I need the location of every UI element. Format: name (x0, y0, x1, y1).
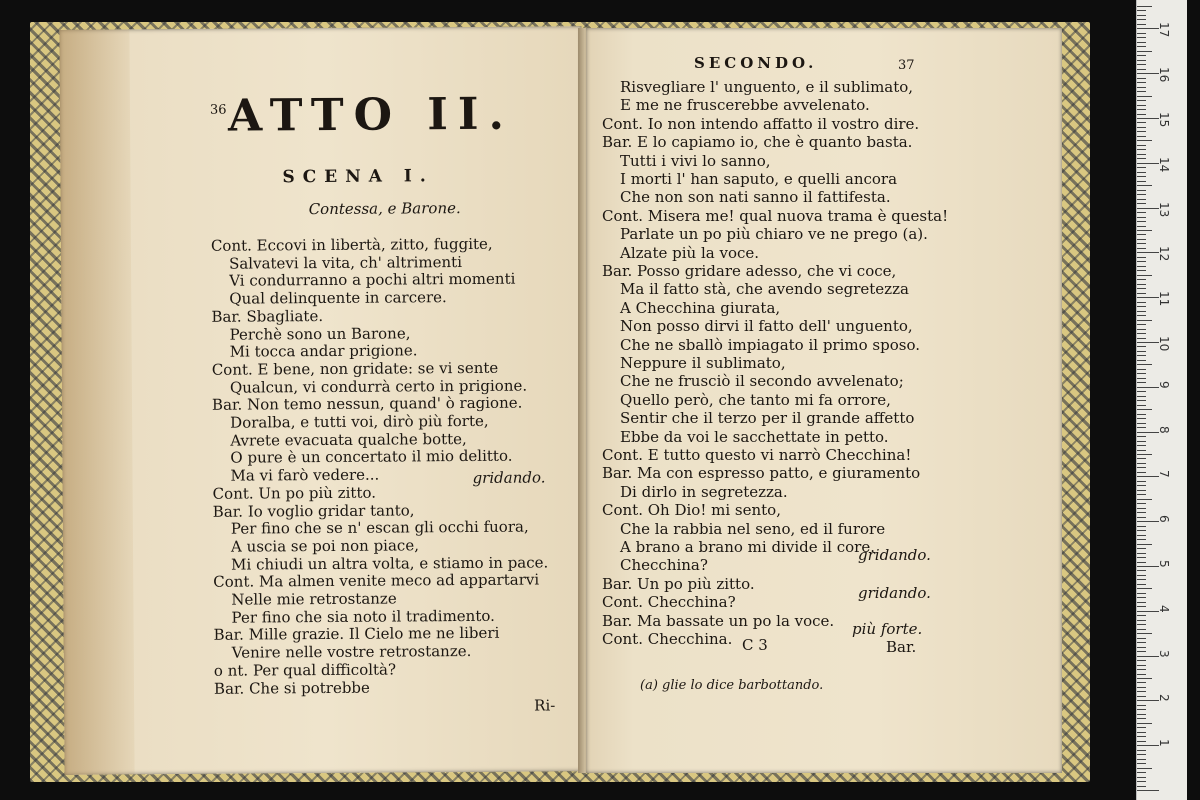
ruler-tick (1137, 553, 1146, 554)
left-line: Mi chiudi un altra volta, e stiamo in pace. (231, 553, 549, 574)
left-line: Cont. E bene, non gridate: se vi sente (211, 358, 499, 379)
ruler-tick (1137, 136, 1146, 137)
act-title: ATTO II. (227, 88, 514, 142)
ruler-tick (1137, 6, 1152, 7)
left-line: Cont. Eccovi in libertà, zitto, fuggite, (210, 234, 493, 255)
ruler-tick (1137, 414, 1146, 415)
ruler-tick (1137, 615, 1146, 616)
ruler-tick (1137, 167, 1146, 168)
ruler-tick (1137, 355, 1146, 356)
page-number-right: 37 (898, 58, 915, 73)
ruler-tick (1137, 297, 1159, 298)
ruler-tick (1137, 714, 1146, 715)
right-line: Di dirlo in segretezza. (620, 482, 788, 501)
ruler-tick (1137, 772, 1146, 773)
ruler-tick (1137, 745, 1159, 746)
ruler-tick (1137, 96, 1152, 97)
ruler-tick (1137, 521, 1159, 522)
catchword-right: Bar. (886, 638, 917, 656)
ruler-tick (1137, 221, 1146, 222)
ruler-tick (1137, 467, 1146, 468)
ruler-number: 17 (1157, 22, 1171, 38)
ruler-tick (1137, 763, 1146, 764)
ruler-tick (1137, 378, 1146, 379)
ruler-tick (1137, 270, 1146, 271)
ruler-tick (1137, 588, 1152, 589)
left-line: Bar. Sbagliate. (211, 306, 324, 326)
running-head: SECONDO. (694, 54, 818, 72)
ruler-tick (1137, 611, 1159, 612)
right-line: Parlate un po più chiaro ve ne prego (a). (620, 225, 928, 244)
ruler-tick (1137, 709, 1146, 710)
ruler-tick (1137, 91, 1146, 92)
left-page (59, 26, 586, 775)
ruler-tick (1137, 700, 1159, 701)
ruler-tick (1137, 786, 1146, 787)
ruler-tick (1137, 499, 1152, 500)
ruler-tick (1137, 275, 1152, 276)
ruler-tick (1137, 194, 1146, 195)
ruler-tick (1137, 315, 1146, 316)
ruler-tick (1137, 530, 1146, 531)
ruler-number: 5 (1157, 560, 1171, 568)
ruler-tick (1137, 329, 1146, 330)
right-line: Alzate più la voce. (620, 243, 760, 262)
right-line: Cont. Misera me! qual nuova trama è questa! (602, 206, 949, 225)
left-line: Mi tocca andar prigione. (229, 341, 418, 361)
ruler-tick (1137, 638, 1146, 639)
ruler-tick (1137, 593, 1146, 594)
left-line: Nelle mie retrostanze (231, 589, 397, 609)
right-line: Bar. Un po più zitto. (602, 574, 755, 593)
ruler-number: 15 (1157, 112, 1171, 128)
ruler-tick (1137, 512, 1146, 513)
ruler-tick (1137, 602, 1146, 603)
ruler-tick (1137, 727, 1146, 728)
ruler-number: 10 (1157, 336, 1171, 352)
ruler-tick (1137, 606, 1146, 607)
ruler-tick (1137, 754, 1146, 755)
ruler-tick (1137, 243, 1146, 244)
ruler-tick (1137, 450, 1146, 451)
ruler-tick (1137, 539, 1146, 540)
ruler-tick (1137, 391, 1146, 392)
ruler-tick (1137, 647, 1146, 648)
ruler-tick (1137, 37, 1146, 38)
ruler-tick (1137, 226, 1146, 227)
ruler-tick (1137, 526, 1146, 527)
ruler-tick (1137, 203, 1146, 204)
ruler-tick (1137, 64, 1146, 65)
left-line: Cont. Ma almen venite meco ad appartarvi (213, 570, 540, 592)
ruler-tick (1137, 400, 1146, 401)
ruler-tick (1137, 19, 1146, 20)
ruler-tick (1137, 674, 1146, 675)
ruler-tick (1137, 517, 1146, 518)
ruler-tick (1137, 149, 1146, 150)
ruler-tick (1137, 660, 1146, 661)
left-line: Doralba, e tutti voi, dirò più forte, (230, 411, 489, 432)
ruler-tick (1137, 257, 1146, 258)
ruler-tick (1137, 633, 1152, 634)
left-line: Bar. Mille grazie. Il Cielo me ne liberi (213, 624, 500, 645)
ruler-tick (1137, 82, 1146, 83)
ruler-tick (1137, 458, 1146, 459)
ruler-tick (1137, 454, 1152, 455)
ruler-tick (1137, 234, 1146, 235)
ruler-tick (1137, 199, 1146, 200)
ruler-tick (1137, 396, 1146, 397)
page-stain (59, 29, 134, 774)
ruler-tick (1137, 557, 1146, 558)
ruler-tick (1137, 217, 1146, 218)
ruler-tick (1137, 597, 1146, 598)
left-line: Perchè sono un Barone, (229, 323, 411, 344)
page-number-left: 36 (209, 102, 227, 118)
ruler-tick (1137, 15, 1146, 16)
ruler-tick (1137, 481, 1146, 482)
ruler-tick (1137, 696, 1146, 697)
ruler-tick (1137, 69, 1146, 70)
ruler-tick (1137, 562, 1146, 563)
right-line: Cont. E tutto questo vi narrò Checchina! (602, 446, 912, 464)
ruler-tick (1137, 230, 1152, 231)
ruler-tick (1137, 42, 1146, 43)
ruler-tick (1137, 548, 1146, 549)
ruler-tick (1137, 723, 1152, 724)
ruler-tick (1137, 78, 1146, 79)
right-line: Bar. Ma con espresso patto, e giuramento (602, 464, 921, 483)
ruler-tick (1137, 279, 1146, 280)
ruler-tick (1137, 405, 1146, 406)
ruler-tick (1137, 306, 1146, 307)
ruler-tick (1137, 369, 1146, 370)
ruler-tick (1137, 736, 1146, 737)
ruler-number: 13 (1157, 201, 1171, 217)
right-line: I morti l' han saputo, e quelli ancora (620, 170, 898, 188)
ruler-tick (1137, 373, 1146, 374)
direction-1: gridando. (858, 546, 931, 564)
right-line: Cont. Checchina. (602, 630, 733, 648)
ruler-number: 12 (1157, 246, 1171, 262)
ruler-number: 11 (1157, 291, 1171, 307)
ruler-tick (1137, 777, 1146, 778)
ruler-number: 14 (1157, 156, 1171, 173)
characters-line: Contessa, e Barone. (308, 199, 461, 219)
ruler-tick (1137, 691, 1146, 692)
ruler-tick (1137, 535, 1146, 536)
ruler-tick (1137, 656, 1159, 657)
right-line: Che ne frusciò il secondo avvelenato; (620, 372, 904, 391)
signature-mark: C 3 (742, 636, 768, 654)
right-line: A Checchina giurata, (620, 298, 781, 317)
left-line: Venire nelle vostre retrostanze. (231, 642, 472, 662)
ruler-tick (1137, 311, 1146, 312)
ruler-tick (1137, 436, 1146, 437)
ruler-tick (1137, 732, 1146, 733)
ruler-number: 3 (1157, 649, 1171, 658)
ruler-tick (1137, 342, 1159, 343)
ruler-tick (1137, 122, 1146, 123)
left-line: O pure è un concertato il mio delitto. (230, 447, 513, 468)
ruler-tick (1137, 114, 1146, 115)
ruler-tick (1137, 544, 1152, 545)
right-line: A brano a brano mi divide il core. (620, 538, 875, 556)
left-line: Salvatevi la vita, ch' altrimenti (228, 252, 463, 273)
left-line: Avrete evacuata qualche botte, (230, 429, 467, 450)
ruler-tick (1137, 338, 1146, 339)
right-line: Tutti i vivi lo sanno, (620, 151, 771, 170)
ruler-tick (1137, 360, 1146, 361)
ruler-tick (1137, 51, 1152, 52)
ruler-tick (1137, 172, 1146, 173)
ruler-tick (1137, 109, 1146, 110)
ruler-tick (1137, 261, 1146, 262)
ruler-tick (1137, 750, 1146, 751)
ruler-tick (1137, 669, 1146, 670)
left-line: Per fino che se n' escan gli occhi fuora, (230, 517, 529, 538)
right-line: Bar. Ma bassate un po la voce. (602, 611, 835, 630)
right-line: Bar. Posso gridare adesso, che vi coce, (602, 262, 897, 280)
ruler-tick (1137, 55, 1146, 56)
right-line: Neppure il sublimato, (620, 354, 786, 372)
right-line: Che la rabbia nel seno, ed il furore (620, 519, 886, 538)
ruler-tick (1137, 239, 1146, 240)
left-line: A uscia se poi non piace, (230, 536, 419, 556)
left-line: Ma vi farò vedere... (230, 465, 380, 485)
ruler-tick (1137, 324, 1146, 325)
ruler-tick (1137, 472, 1146, 473)
ruler-tick (1137, 185, 1152, 186)
left-line: Cont. Un po più zitto. (212, 483, 377, 503)
right-line: Che non son nati sanno il fattifesta. (620, 188, 891, 207)
ruler-tick (1137, 127, 1146, 128)
left-line: Qualcun, vi condurrà certo in prigione. (229, 376, 528, 397)
left-line: Per fino che sia noto il tradimento. (231, 606, 495, 627)
ruler-tick (1137, 293, 1146, 294)
ruler-tick (1137, 28, 1159, 29)
ruler-tick (1137, 579, 1146, 580)
right-line: Ebbe da voi le sacchettate in petto. (620, 427, 889, 446)
ruler-tick (1137, 387, 1159, 388)
left-line: Qual delinquente in carcere. (229, 288, 447, 308)
ruler-tick (1137, 10, 1146, 11)
ruler-number: 4 (1157, 604, 1171, 613)
ruler-tick (1137, 333, 1146, 334)
footnote: (a) glie lo dice barbottando. (640, 678, 824, 693)
ruler-tick (1137, 60, 1146, 61)
ruler-tick (1137, 46, 1146, 47)
left-line: o nt. Per qual difficoltà? (213, 660, 397, 680)
ruler-tick (1137, 140, 1152, 141)
right-line: Cont. Oh Dio! mi sento, (602, 501, 781, 520)
ruler-tick (1137, 665, 1146, 666)
right-line: Ma il fatto stà, che avendo segretezza (620, 280, 909, 299)
ruler-number: 16 (1157, 67, 1171, 83)
ruler-tick (1137, 432, 1159, 433)
ruler-tick (1137, 288, 1146, 289)
ruler-tick (1137, 351, 1146, 352)
ruler-tick (1137, 320, 1152, 321)
ruler-number: 2 (1157, 694, 1171, 703)
ruler-tick (1137, 678, 1152, 679)
right-line: Cont. Io non intendo affatto il vostro dire. (602, 114, 920, 133)
ruler-tick (1137, 158, 1146, 159)
ruler-number: 8 (1157, 425, 1171, 434)
measuring-ruler (1136, 0, 1187, 800)
ruler-number: 6 (1157, 515, 1171, 523)
ruler-tick (1137, 445, 1146, 446)
right-line: Bar. E lo capiamo io, che è quanto basta. (602, 133, 913, 152)
ruler-tick (1137, 382, 1146, 383)
ruler-tick (1137, 463, 1146, 464)
left-line: Bar. Io voglio gridar tanto, (212, 500, 415, 521)
ruler-tick (1137, 181, 1146, 182)
ruler-tick (1137, 508, 1146, 509)
ruler-tick (1137, 409, 1152, 410)
ruler-tick (1137, 266, 1146, 267)
ruler-number: 9 (1157, 380, 1171, 389)
ruler-tick (1137, 651, 1146, 652)
ruler-tick (1137, 705, 1146, 706)
ruler-tick (1137, 176, 1146, 177)
scene-title: SCENA I. (282, 166, 434, 188)
ruler-tick (1137, 759, 1146, 760)
ruler-tick (1137, 620, 1146, 621)
ruler-tick (1137, 154, 1146, 155)
ruler-tick (1137, 790, 1159, 791)
ruler-tick (1137, 503, 1146, 504)
left-line: Vi condurranno a pochi altri momenti (229, 270, 516, 291)
ruler-tick (1137, 100, 1146, 101)
ruler-tick (1137, 346, 1146, 347)
direction-2: gridando. (858, 584, 931, 602)
ruler-tick (1137, 575, 1146, 576)
ruler-tick (1137, 418, 1146, 419)
ruler-tick (1137, 494, 1146, 495)
ruler-tick (1137, 566, 1159, 567)
right-line: Checchina? (620, 556, 708, 575)
ruler-tick (1137, 364, 1152, 365)
ruler-tick (1137, 73, 1159, 74)
ruler-tick (1137, 248, 1146, 249)
ruler-tick (1137, 302, 1146, 303)
right-line: E me ne fruscerebbe avvelenato. (620, 96, 870, 115)
ruler-tick (1137, 584, 1146, 585)
right-page (586, 28, 1062, 773)
stage-direction: gridando. (472, 468, 546, 487)
right-line: Che ne sballò impiagato il primo sposo. (620, 335, 920, 354)
ruler-tick (1137, 105, 1146, 106)
ruler-number: 1 (1157, 739, 1171, 747)
ruler-tick (1137, 208, 1159, 209)
ruler-tick (1137, 485, 1146, 486)
direction-3: più forte. (852, 620, 923, 638)
catchword-left: Ri- (534, 696, 556, 715)
ruler-tick (1137, 741, 1146, 742)
ruler-tick (1137, 427, 1146, 428)
ruler-tick (1137, 131, 1146, 132)
ruler-tick (1137, 718, 1146, 719)
ruler-tick (1137, 284, 1146, 285)
ruler-number: 7 (1157, 470, 1171, 479)
left-line: Bar. Non temo nessun, quand' ò ragione. (211, 393, 523, 415)
ruler-tick (1137, 118, 1159, 119)
ruler-tick (1137, 423, 1146, 424)
right-line: Cont. Checchina? (602, 593, 736, 612)
ruler-tick (1137, 163, 1159, 164)
ruler-tick (1137, 145, 1146, 146)
ruler-tick (1137, 212, 1146, 213)
ruler-tick (1137, 642, 1146, 643)
right-line: Risvegliare l' unguento, e il sublimato, (620, 78, 914, 96)
right-line: Sentir che il terzo per il grande affetto (620, 409, 915, 428)
ruler-tick (1137, 570, 1146, 571)
ruler-tick (1137, 624, 1146, 625)
ruler-tick (1137, 687, 1146, 688)
right-line: Quello però, che tanto mi fa orrore, (620, 390, 891, 409)
ruler-tick (1137, 33, 1146, 34)
ruler-tick (1137, 190, 1146, 191)
ruler-tick (1137, 252, 1159, 253)
ruler-tick (1137, 768, 1152, 769)
ruler-tick (1137, 682, 1146, 683)
ruler-tick (1137, 476, 1159, 477)
left-line: Bar. Che si potrebbe (213, 678, 370, 698)
ruler-tick (1137, 441, 1146, 442)
ruler-tick (1137, 781, 1146, 782)
right-line: Non posso dirvi il fatto dell' unguento, (620, 317, 913, 336)
ruler-tick (1137, 87, 1146, 88)
ruler-tick (1137, 629, 1146, 630)
ruler-tick (1137, 490, 1146, 491)
ruler-tick (1137, 24, 1146, 25)
